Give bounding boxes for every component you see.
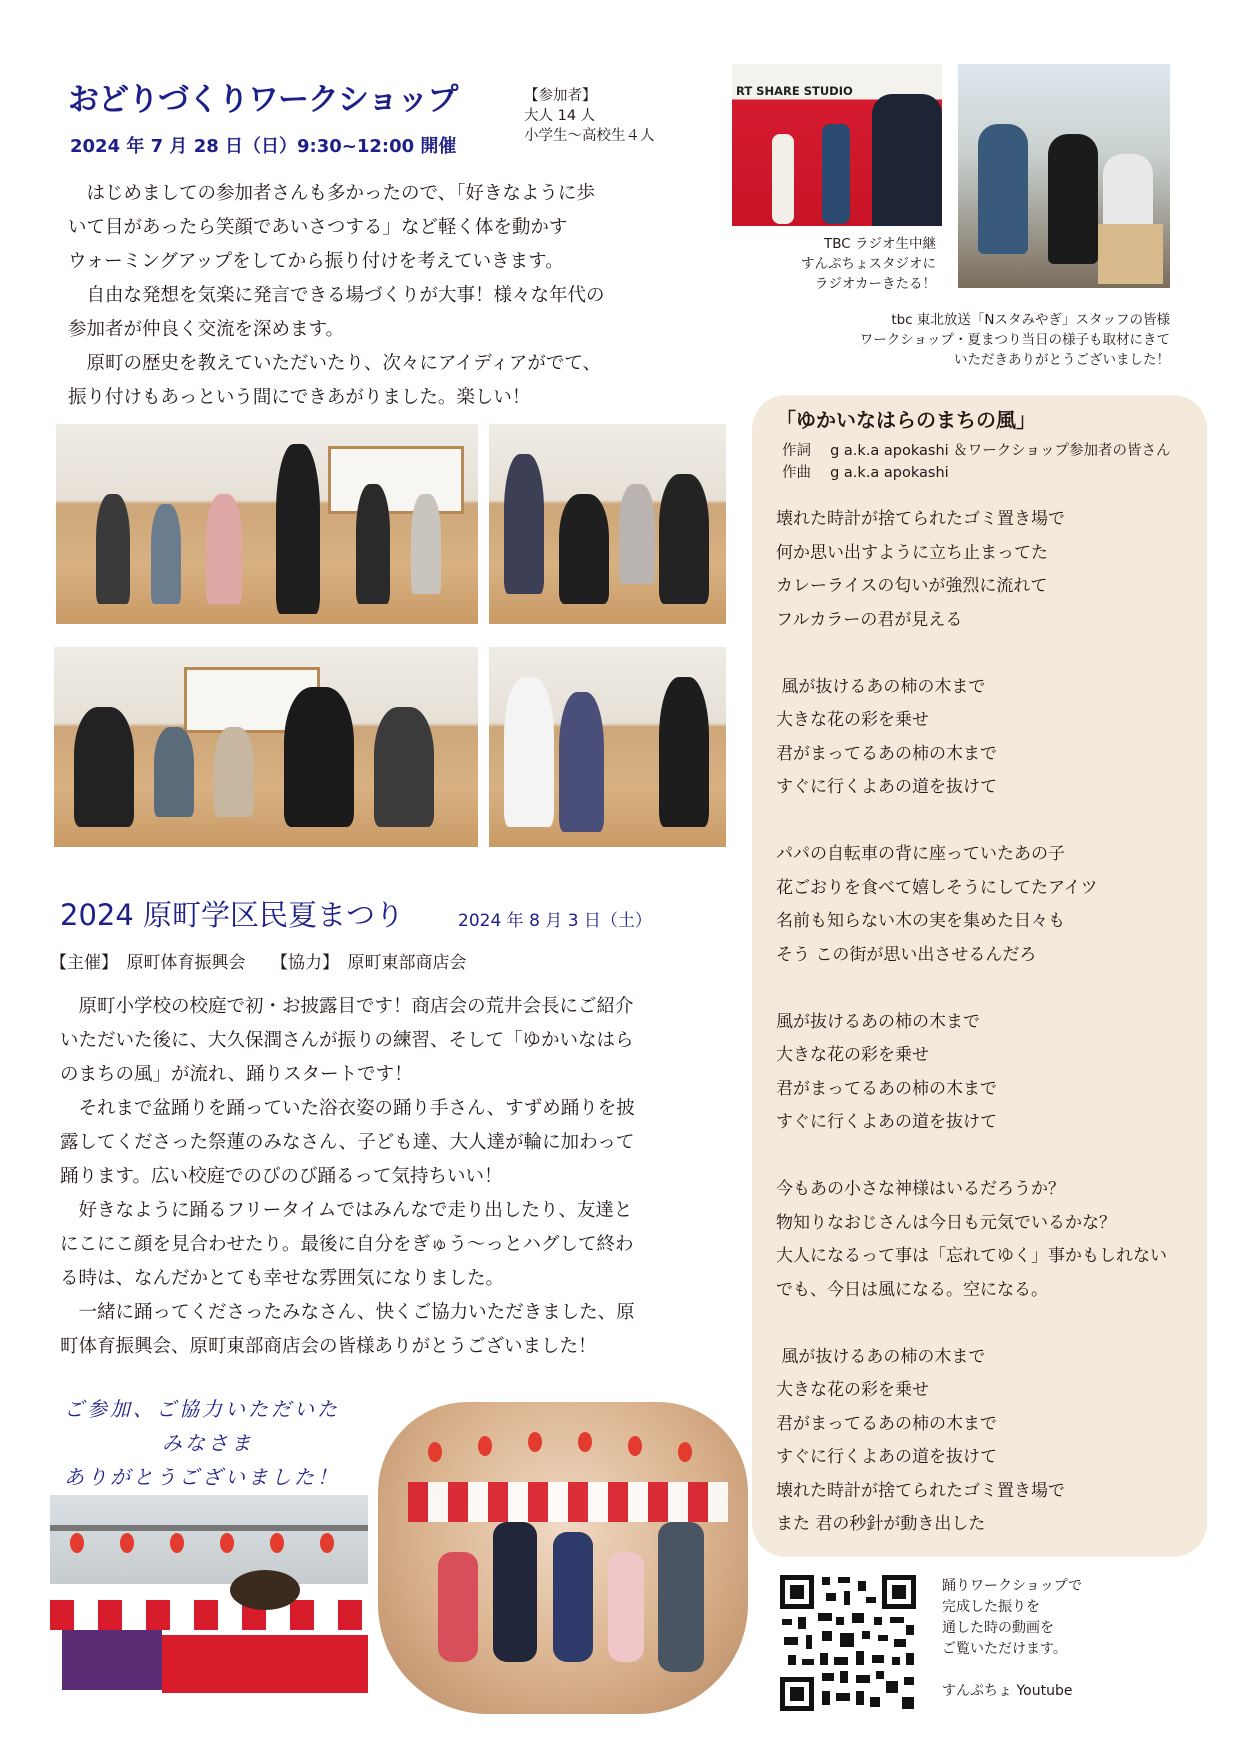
workshop-date: 2024 年 7 月 28 日（日）9:30~12:00 開催 (70, 136, 457, 157)
radio-car-photo (958, 64, 1170, 288)
workshop-photo-4 (489, 647, 726, 847)
festival-date: 2024 年 8 月 3 日（土） (458, 911, 652, 931)
radio-caption-line: すんぷちょスタジオに (801, 256, 936, 272)
thanks-line: ありがとうございました！ (64, 1465, 340, 1489)
festival-dance-photo (378, 1402, 748, 1714)
festival-paragraph: 原町小学校の校庭で初・お披露目です！商店会の荒井会長にご紹介 いただいた後に、大久保潤さんが振りの練習、そして「ゆかいなはら のまちの風」が流れ、踊りスタートです！ それまで盆踊りを踊っていた浴衣姿の踊り手さん、すずめ踊りを披 露してくださった祭蓮のみなさん、子ども達、大人達が輪に加わって 踊ります。広い校庭でのびのび踊るって気持ちいい！ 好きなように踊るフリータイムではみんなで走り出したり、友達と にこにこ顔を見合わせたり。最後に自分をぎゅう～っとハグして終わ る時は、なんだかとても幸せな雰囲気になりました。 一緒に踊ってくださったみなさん、快くご協力いただきました、原 町体育振興会、原町東部商店会の皆様ありがとうございました！ (60, 996, 635, 1357)
festival-organizers: 【主催】 原町体育振興会 【協力】 原町東部商店会 (50, 953, 467, 973)
radio-studio-photo (732, 64, 942, 226)
song-lyricist: 作詞 g a.k.a apokashi ＆ワークショップ参加者の皆さん (782, 443, 1171, 459)
qr-description: 踊りワークショップで 完成した振りを 通した時の動画を ご覧いただけます。 すんぷちょ Youtube (942, 1578, 1083, 1699)
tv-caption-line: ワークショップ・夏まつり当日の様子も取材にきて (859, 332, 1170, 348)
participants-adults: 大人 14 人 (524, 108, 596, 124)
tv-caption (730, 310, 1170, 370)
thanks-message (64, 1392, 340, 1494)
song-composer: 作曲 g a.k.a apokashi (782, 465, 949, 481)
radio-caption-line: TBC ラジオ生中継 (824, 236, 936, 252)
tv-caption-line: tbc 東北放送「Nスタみやぎ」スタッフの皆様 (891, 312, 1170, 328)
song-title: 「ゆかいなはらのまちの風」 (776, 408, 1036, 432)
song-credits (782, 440, 1171, 484)
thanks-line: ご参加、ご協力いただいた (64, 1397, 340, 1421)
workshop-paragraph: はじめましての参加者さんも多かったので、「好きなように歩 いて目があったら笑顔であいさつする」など軽く体を動かす ウォーミングアップをしてから振り付けを考えていきます。 自由な発想を気楽に発言できる場づくりが大事！様々な年代の 参加者が仲良く交流を深めます。 原町の歴史を教えていただいたり、次々にアイディアがでて、 振り付けもあっという間にできあがりました。楽しい！ (68, 183, 605, 408)
workshop-photo-1 (56, 424, 478, 624)
workshop-photo-3 (54, 647, 478, 847)
youtube-qr-code[interactable] (778, 1573, 918, 1713)
workshop-title: おどりづくりワークショップ (68, 82, 458, 118)
festival-title: 2024 原町学区民夏まつり (60, 898, 405, 932)
radio-caption-line: ラジオカーきたる！ (814, 276, 936, 292)
song-lyrics: 壊れた時計が捨てられたゴミ置き場で 何か思い出すように立ち止まってた カレーライスの匂いが強烈に流れて フルカラーの君が見える 風が抜けるあの柿の木まで 大きな花の彩を乗せ 君がまってるあの柿の木まで すぐに行くよあの道を抜けて パパの自転車の背に座っていたあの子 花ごおりを食べて嬉しそうにしてたアイツ 名前も知らない木の実を集めた日々も そう この街が思い出させるんだろ 風が抜けるあの柿の木まで 大きな花の彩を乗せ 君がまってるあの柿の木まで すぐに行くよあの道を抜けて 今もあの小さな神様はいるだろうか？ 物知りなおじさんは今日も元気でいるかな？ 大人になるって事は「忘れてゆく」事かもしれない でも、今日は風になる。空になる。 風が抜けるあの柿の木まで 大きな花の彩を乗せ 君がまってるあの柿の木まで すぐに行くよあの道を抜けて 壊れた時計が捨てられたゴミ置き場で また 君の秒針が動き出した (776, 509, 1167, 1534)
participants-children: 小学生～高校生４人 (524, 128, 655, 144)
participants-info (524, 86, 655, 146)
participants-heading: 【参加者】 (524, 88, 597, 104)
workshop-photo-2 (489, 424, 726, 624)
thanks-line: みなさま (162, 1431, 254, 1455)
tv-caption-line: いただきありがとうございました！ (954, 352, 1170, 368)
studio-sign: RT SHARE STUDIO (736, 84, 853, 98)
festival-stage-photo (50, 1495, 368, 1693)
radio-caption (742, 234, 936, 294)
